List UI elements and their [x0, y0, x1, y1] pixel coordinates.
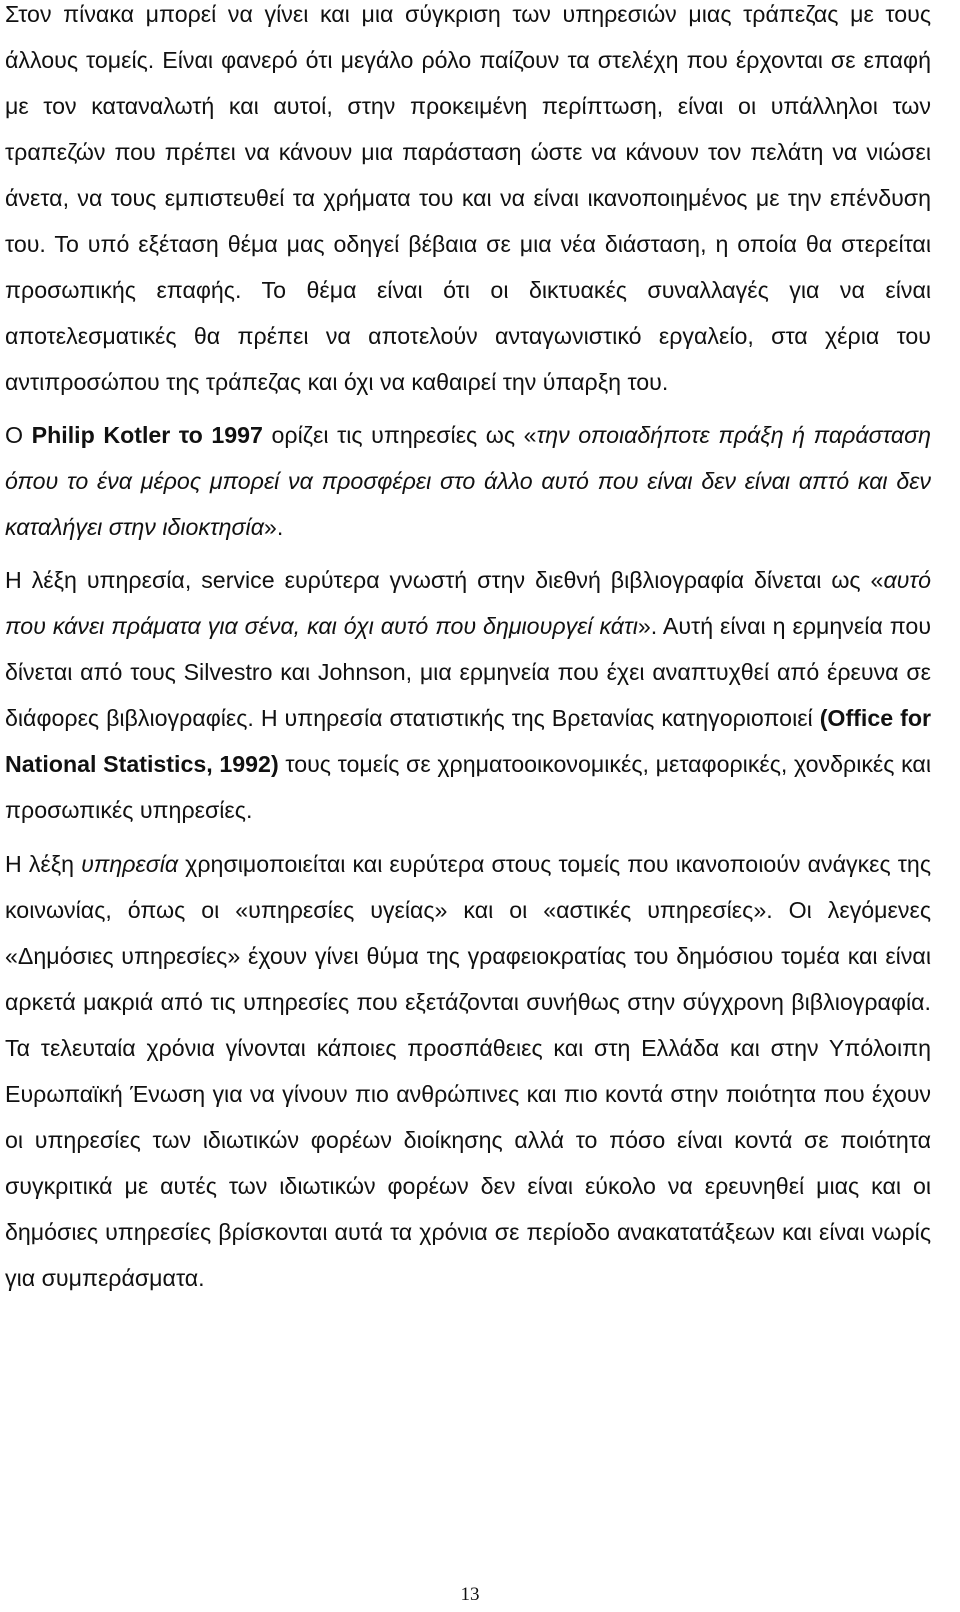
quoted-definition: αυτό που κάνει πράματα για σένα, και όχι αυτό που δημιουργεί κάτι — [5, 567, 931, 639]
text-run: χρησιμοποιείται και ευρύτερα στους τομείς που ικανοποιούν ανάγκες της κοινωνίας, όπως οι «υπηρεσίες υγείας» και οι «αστικές υπηρεσίες». Οι λεγόμενες «Δημόσιες υπηρεσίες» έχουν γίνει θύμα της γραφειοκρατίας του δημόσιου τομέα και είναι αρκετά μακριά από τις υπηρεσίες που εξετάζονται συνήθως στην σύγχρονη βιβλιογραφία. Τα τελευταία χρόνια γίνονται κάποιες προσπάθειες και στη Ελλάδα και στην Υπόλοιπη Ευρωπαϊκή Ένωση για να γίνουν πιο ανθρώπινες και πιο κοντά στην ποιότητα που έχουν οι υπηρεσίες των ιδιωτικών φορέων διοίκησης αλλά το πόσο είναι κοντά σε ποιότητα συγκριτικά με αυτές των ιδιωτικών φορέων δεν είναι εύκολο να ερευνηθεί μιας και οι δημόσιες υπηρεσίες βρίσκονται αυτά τα χρόνια σε περίοδο ανακατατάξεων και είναι νωρίς για συμπεράσματα. — [5, 851, 931, 1291]
text-run: τους τομείς σε χρηματοοικονομικές, μεταφορικές, χονδρικές και προσωπικές υπηρεσίες. — [5, 751, 931, 823]
paragraph-kotler-definition — [5, 412, 931, 550]
text-run: ». Αυτή είναι η ερμηνεία που δίνεται από τους Silvestro και Johnson, μια ερμηνεία που έχει αναπτυχθεί από έρευνα σε διάφορες βιβλιογραφίες. Η υπηρεσία στατιστικής της Βρετανίας κατηγοριοποιεί — [5, 613, 931, 731]
emphasized-term: υπηρεσία — [81, 851, 179, 877]
paragraph-spacer — [5, 550, 931, 557]
citation-kotler: Philip Kotler το 1997 — [31, 422, 263, 448]
document-page — [5, 0, 931, 1301]
paragraph-spacer — [5, 405, 931, 412]
paragraph-service-term — [5, 557, 931, 833]
text-run: Ο — [5, 422, 32, 448]
text-run: ορίζει τις υπηρεσίες ως « — [262, 422, 537, 448]
paragraph-public-services — [5, 841, 931, 1301]
paragraph-text: Στον πίνακα μπορεί να γίνει και μια σύγκριση των υπηρεσιών μιας τράπεζας με τους άλλους τομείς. Είναι φανερό ότι μεγάλο ρόλο παίζουν τα στελέχη που έρχονται σε επαφή με τον καταναλωτή και αυτοί, στην προκειμένη περίπτωση, είναι οι υπάλληλοι των τραπεζών που πρέπει να κάνουν μια παράσταση ώστε να κάνουν τον πελάτη να νιώσει άνετα, να τους εμπιστευθεί τα χρήματα του και να είναι ικανοποιημένος με την επένδυση του. Το υπό εξέταση θέμα μας οδηγεί βέβαια σε μια νέα διάσταση, η οποία θα στερείται προσωπικής επαφής. Το θέμα είναι ότι οι δικτυακές συναλλαγές για να είναι αποτελεσματικές θα πρέπει να αποτελούν ανταγωνιστικό εργαλείο, στα χέρια του αντιπροσώπου της τράπεζας και όχι να καθαιρεί την ύπαρξη του. — [5, 1, 931, 395]
quoted-definition: την οποιαδήποτε πράξη ή παράσταση όπου το ένα μέρος μπορεί να προσφέρει στο άλλο αυτό που είναι δεν είναι απτό και δεν καταλήγει στην ιδιοκτησία — [5, 422, 931, 540]
text-run: Η λέξη — [5, 851, 82, 877]
text-run: ». — [263, 514, 284, 540]
text-run: Η λέξη υπηρεσία, service ευρύτερα γνωστή στην διεθνή βιβλιογραφία δίνεται ως « — [5, 567, 884, 593]
page-number: 13 — [460, 1584, 480, 1605]
paragraph-bank-services-comparison — [5, 0, 931, 405]
citation-ons: (Office for National Statistics, 1992) — [5, 705, 932, 777]
paragraph-spacer — [5, 833, 931, 841]
